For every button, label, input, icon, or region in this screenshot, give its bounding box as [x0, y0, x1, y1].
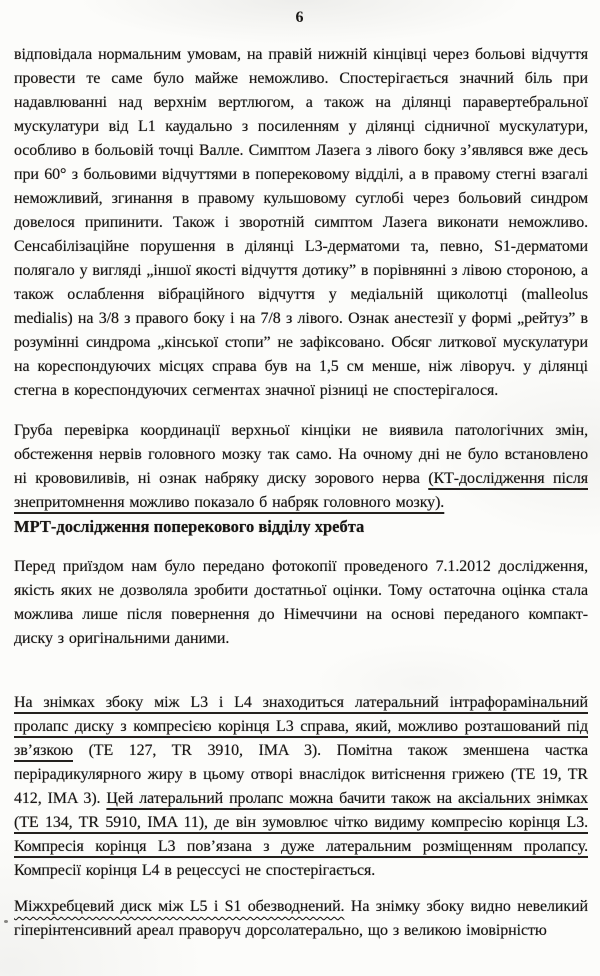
paragraph-coordination-eye-exam — [14, 419, 588, 515]
paragraph-photocopies — [14, 555, 588, 651]
underlined-text-run: (КТ-дослідження після знепритомнення можливо показало б набряк головного мозку). — [14, 470, 588, 511]
text-run: На знімку збоку видно невеликий гіперінтенсивний ареал праворуч дорсолатерально, що з великою імовірністю — [14, 898, 588, 939]
text-run: (TE 127, TR 3910, IMA 3). Помітна також зменшена частка перірадикулярного жиру в цьому отворі внаслідок витіснення грижею (TE 19, TR 412, IMA 3). — [14, 742, 588, 807]
underlined-text-run: Цей латеральний пролапс можна бачити також на аксіальних знімках (TE 134, TR 5910, IMA 11), де він зумовлює чітко видиму компресію корінця L3. Компресія корінця L3 пов’язана з дуже латеральним розміщенням пролапсу. — [14, 790, 588, 855]
section-heading-mrt: МРТ-дослідження поперекового відділу хребта — [14, 517, 365, 536]
underlined-text-run: Міжхребцевий диск між L5 і S1 обезводнений. — [14, 898, 345, 915]
scan-speck — [4, 920, 8, 923]
text-run: відповідала нормальним умовам, на правій нижній кінцівці через больові відчуття провести те саме було майже неможливо. Спостерігається значний біль при надавлюванні над верхнім вертлюгом, а також на ділянці паравертебральної мускулатури від L1 каудально з посиленням у ділянці сідничної мускулатури, особливо в больовій точці Валле. Симптом Лазега з лівого боку з’являвся вже десь при 60° з больовими відчуттями в поперековому відділі, а в правому стегні взагалі неможливий, згинання в правому кульшовому суглобі через больовий синдром довелося припинити. Також і зворотній симптом Лазега виконати неможливо. Сенсабілізаційне порушення в ділянці L3-дерматоми та, певно, S1-дерматоми полягало у вигляді „іншої якості відчуття дотику” в порівнянні з лівою стороною, а також ослаблення вібраційного відчуття у медіальній щиколотці (malleolus medialis) на 3/8 з правого боку і на 7/8 з лівого. Ознак анестезії у формі „рейтуз” в розумінні синдрома „кінської стопи” не зафіксовано. Обсяг литкової мускулатури на кореспондуючих місцях справа був на 1,5 см менше, ніж ліворуч. у ділянці стегна в кореспондуючих сегментах значної різниці не спостерігалося. — [14, 46, 588, 399]
page-number: 6 — [295, 9, 305, 26]
text-run: Перед приїздом нам було передано фотокопії проведеного 7.1.2012 дослідження, якість яких не дозволяла зробити достатньої оцінки. Тому остаточна оцінка стала можлива лише після повернення до Німеччини на основі переданого компакт-диску з оригінальними даними. — [14, 558, 588, 647]
paragraph-exam-findings — [14, 43, 588, 403]
paragraph-l5-s1-disc — [14, 895, 588, 943]
paragraph-l3-l4-prolapse — [14, 691, 588, 883]
page-content — [0, 43, 600, 943]
text-run: Компресії корінця L4 в рецессусі не спостерігається. — [14, 862, 376, 879]
text-run: Груба перевірка координації верхньої кінціки не виявила патологічних змін, обстеження нервів головного мозку так само. На очному дні не було встановлено ні крововиливів, ні ознак набряку диску зорового нерва — [14, 422, 588, 487]
underlined-text-run: На знімках збоку між L3 і L4 знаходиться латеральний інтрафорамінальний пролапс диску з компресією корінця L3 справа, який, можливо розташований під зв’язкою — [14, 694, 588, 759]
